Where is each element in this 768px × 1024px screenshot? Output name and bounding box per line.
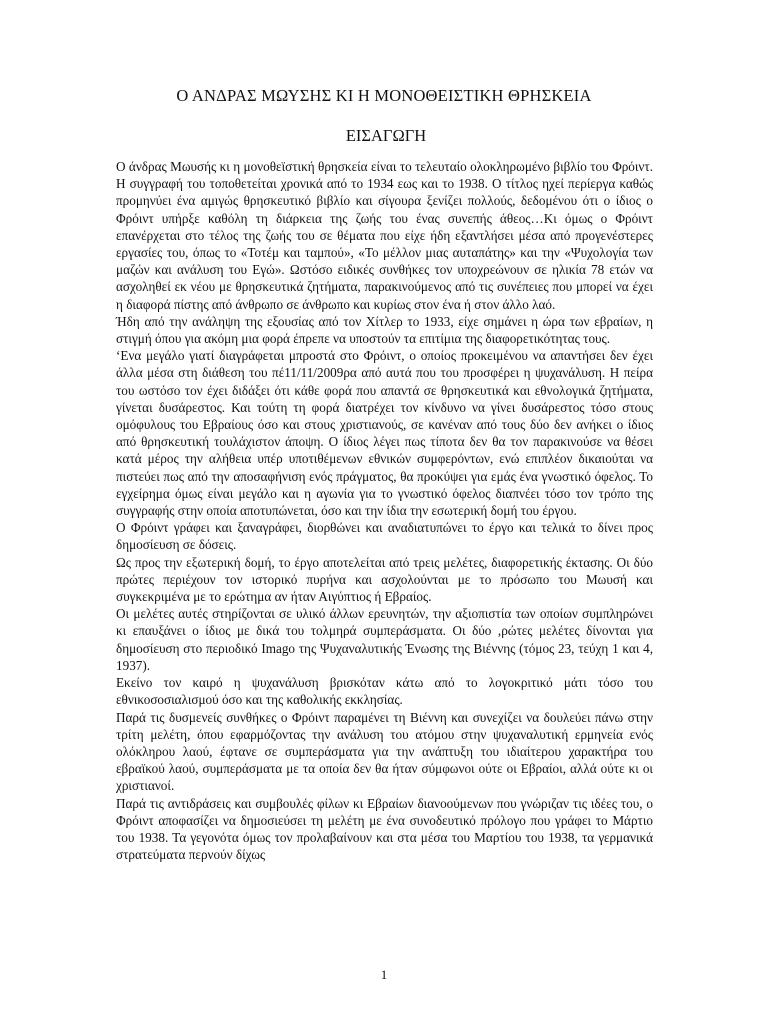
paragraph: Ο άνδρας Μωυσής κι η μονοθεϊστική θρησκεία είναι το τελευταίο ολοκληρωμένο βιβλίο του Φρόιντ. Η συγγραφή του τοποθετείται χρονικά από το 1934 εως και το 1938. Ο τίτλος ηχεί περίεργα καθώς προμηνύει ένα αμιγώς θρησκευτικό βιβλίο και σίγουρα ξενίζει πολλούς, δεδομένου ότι ο ίδιος ο Φρόιντ υπήρξε καθόλη τη διάρκεια της ζωής του ένας συνεπής άθεος…Κι όμως ο Φρόιντ επανέρχεται στο τέλος της ζωής του σε θέματα που είχε ήδη εξαντλήσει μέσα από προγενέστερες εργασίες του, όπως το «Τοτέμ και ταμπού», «Το μέλλον μιας αυταπάτης» και την «Ψυχολογία των μαζών και ανάλυση του Εγώ». Ωστόσο ειδικές συνθήκες τον υποχρεώνουν σε ηλικία 78 ετών να ασχοληθεί εκ νέου με θρησκευτικά ζητήματα, παρακινούμενος από τις συνέπειες που μπορεί να έχει η διαφορά πίστης από άνθρωπο σε άνθρωπο και κυρίως στον ένα ή στον άλλο λαό. — [116, 159, 653, 312]
paragraph: Ως προς την εξωτερική δομή, το έργο αποτελείται από τρεις μελέτες, διαφορετικής έκτασης. Οι δύο πρώτες περιέχουν τον ιστορικό πυρήνα και ασχολούνται με το πρόσωπο του Μωυσή και συγκεκριμένα με το ερώτημα αν ήταν Αιγύπτιος ή Εβραίος. — [116, 554, 653, 605]
paragraph: Παρά τις δυσμενείς συνθήκες ο Φρόιντ παραμένει τη Βιέννη και συνεχίζει να δουλεύει πάνω στην τρίτη μελέτη, όπου εφαρμόζοντας την ανάλυση του ατόμου στην ψυχαναλυτική ερμηνεία ενός ολόκληρου λαού, έφτανε σε συμπεράσματα για την ανάπτυξη του ιδιαίτερου χαρακτήρα του εβραϊκού λαού, συμπεράσματα με τα οποία δεν θα ήταν σύμφωνοι ούτε οι Εβραίοι, αλλά ούτε κι οι χριστιανοί. — [116, 709, 653, 794]
paragraph: ‘Ενα μεγάλο γιατί διαγράφεται μπροστά στο Φρόιντ, ο οποίος προκειμένου να απαντήσει δεν έχει άλλα μέσα στη διάθεση του πέ11/11/2009ρα από αυτά που του προσφέρει η ψυχανάλυση. Η πείρα του ωστόσο τον έχει διδάξει ότι κάθε φορά που απαντά σε θρησκευτικά και εθνολογικά ζητήματα, γίνεται δυσάρεστος. Και τούτη τη φορά διατρέχει τον κίνδυνο να γίνει δυσάρεστος τόσο στους ομόφυλους του Εβραίους όσο και στους χριστιανούς, σε κανέναν από τους δύο δεν ανήκει ο ίδιος από θρησκευτική τουλάχιστον άποψη. Ο ίδιος λέγει πως τίποτα δεν θα τον παρακινούσε να θέσει κατά μέρος την αλήθεια υπέρ υποτιθέμενων εθνικών συμφερόντων, ενώ επιπλέον δικαιούται να πιστεύει πως από την αποσαφήνιση ενός πράγματος, θα προκύψει για εμάς ένα γνωστικό όφελος. Το εγχείρημα όμως είναι μεγάλο και η αγωνία για το γνωστικό όφελος διαπνέει τόσο τον τρόπο της συγγραφής στην οποία αποτυπώνεται, όσο και την ίδια την εσωτερική δομή του έργου. — [116, 348, 653, 519]
section-heading: ΕΙΣΑΓΩΓΗ — [345, 126, 427, 145]
document-title: Ο ΑΝΔΡΑΣ ΜΩΥΣΗΣ ΚΙ Η ΜΟΝΟΘΕΙΣΤΙΚΗ ΘΡΗΣΚΕΙΑ — [176, 86, 592, 105]
paragraph: Οι μελέτες αυτές στηρίζονται σε υλικό άλλων ερευνητών, την αξιοπιστία των οποίων συμπληρώνει κι επαυξάνει ο ίδιος με δικά του τολμηρά συμπεράσματα. Οι δύο ,ρώτες μελέτες δίνονται για δημοσίευση στο περιοδικό Imago της Ψυχαναλυτικής Ένωσης της Βιέννης (τόμος 23, τεύχη 1 και 4, 1937). — [116, 606, 653, 673]
page-number: 1 — [380, 967, 388, 982]
paragraph: Ο Φρόιντ γράφει και ξαναγράφει, διορθώνει και αναδιατυπώνει το έργο και τελικά το δίνει προς δημοσίευση σε δόσεις. — [116, 520, 653, 553]
paragraph: Εκείνο τον καιρό η ψυχανάλυση βρισκόταν κάτω από το λογοκριτικό μάτι τόσο του εθνικοσοσιαλισμού όσο και της καθολικής εκκλησίας. — [116, 675, 653, 708]
document-body — [116, 158, 653, 863]
paragraph: Παρά τις αντιδράσεις και συμβουλές φίλων κι Εβραίων διανοούμενων που γνώριζαν τις ιδέες του, ο Φρόιντ αποφασίζει να δημοσιεύσει τη μελέτη με ένα συνοδευτικό πρόλογο που γράφει το Μάρτιο του 1938. Τα γεγονότα όμως τον προλαβαίνουν και στα μέσα του Μαρτίου του 1938, τα γερμανικά στρατεύματα περνούν δίχως — [116, 795, 653, 863]
paragraph: Ήδη από την ανάληψη της εξουσίας από τον Χίτλερ το 1933, είχε σημάνει η ώρα των εβραίων, η στιγμή όπου για ακόμη μια φορά έπρεπε να υποστούν τα επιτίμια της διαφορετικότητας τους. — [116, 313, 653, 347]
